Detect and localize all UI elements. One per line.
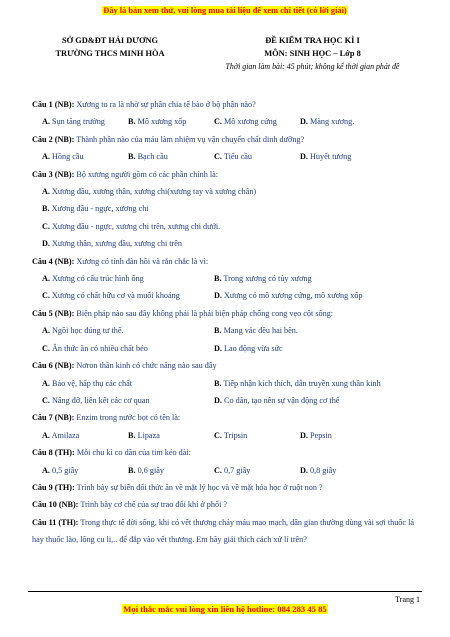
exam-info — [205, 34, 420, 73]
footer-divider — [28, 591, 422, 592]
question-label: Câu 7 (NB): — [32, 413, 75, 423]
question-text: Biện pháp nào sau đây không phải là phải biện pháp chống cong vẹo cột sống: — [76, 308, 334, 318]
question-text: Trình bày cơ chế của sự trao đổi khí ở phổi ? — [80, 500, 228, 510]
question — [32, 444, 424, 461]
option: D. Xương có mô xương cứng, mô xương xốp — [214, 291, 363, 301]
question-text: Mỗi chu kì co dãn của tim kéo dài: — [76, 448, 191, 458]
option: B. Bạch cầu — [128, 152, 168, 162]
question-label: Câu 2 (NB): — [32, 134, 75, 144]
option: C. Tiểu cầu — [214, 152, 252, 162]
option: B. 0,6 giây — [128, 465, 164, 475]
top-banner — [0, 6, 450, 15]
question-label: Câu 3 (NB): — [32, 169, 75, 179]
question — [32, 357, 424, 374]
option: C. Ăn thức ăn có nhiều chất béo — [42, 343, 148, 353]
school-info — [25, 34, 195, 60]
question-text: Trình bày sự biến đổi thức ăn về mặt lý học và về mặt hóa học ở ruột non ? — [76, 482, 323, 492]
question-text: Enzim trong nước bọt có tên là: — [76, 413, 181, 423]
question — [32, 253, 424, 270]
option: B. Lipaza — [128, 430, 160, 440]
option: A. Amilaza — [42, 430, 80, 440]
option: D. Xương thân, xương đầu, xương chi trên — [42, 239, 183, 249]
options-row — [32, 322, 424, 339]
question — [32, 166, 424, 183]
options-row — [32, 270, 424, 287]
options-row — [32, 392, 424, 409]
question-text: Bộ xương người gồm có các phần chính là: — [76, 169, 219, 179]
option: C. Mô xương cứng — [214, 117, 277, 127]
option: D. Huyết tương — [300, 152, 352, 162]
question-label: Câu 5 (NB): — [32, 308, 75, 318]
page-number: Trang 1 — [395, 595, 420, 604]
question — [32, 409, 424, 426]
option: D. Lao động vừa sức — [214, 343, 283, 353]
question — [32, 305, 424, 322]
questions — [32, 96, 424, 549]
options-row — [32, 113, 424, 130]
time-note: Thời gian làm bài: 45 phút; không kể thời gian phát đề — [225, 62, 400, 71]
option: A. Ngồi học đúng tư thế. — [42, 326, 124, 336]
option: B. Mô xương xốp — [128, 117, 187, 127]
option: D. Co dãn, tạo nên sự vận động cơ thể — [214, 395, 340, 405]
school-name: TRƯỜNG THCS MINH HÒA — [55, 49, 165, 58]
bottom-banner — [0, 604, 450, 614]
options-row — [32, 340, 424, 357]
option: A. Xương đầu, xương thân, xương chi(xương tay và xương chân) — [42, 187, 257, 197]
options-row — [32, 427, 424, 444]
question-text: Xương to ra là nhờ sự phân chia tế bào ở bộ phận nào? — [76, 100, 256, 109]
option: D. 0,8 giây — [300, 465, 337, 475]
option: A. Bảo vệ, hấp thụ các chất — [42, 378, 133, 388]
question-text: Thành phần nào của máu làm nhiệm vụ vận chuyển chất dinh dưỡng? — [76, 134, 305, 144]
question — [32, 496, 424, 513]
option: A. Hồng cầu — [42, 152, 84, 162]
option: B. Tiếp nhận kích thích, dẫn truyền xung thần kinh — [214, 378, 381, 388]
options-row — [32, 375, 424, 392]
option: A. Xương có cấu trúc hình ống — [42, 274, 144, 284]
question — [32, 131, 424, 148]
question-label: Câu 1 (NB): — [32, 100, 75, 109]
option: C. Tripsin — [214, 430, 248, 440]
option: B. Xương đầu - ngực, xương chi — [42, 204, 149, 214]
question-label: Câu 10 (NB): — [32, 500, 79, 510]
department-name: SỞ GD&ĐT HẢI DƯƠNG — [61, 36, 159, 45]
bottom-banner-text: Mọi thắc mắc vui lòng xin liên hệ hotline: 084 283 45 85 — [123, 604, 327, 614]
option: A. 0,5 giây — [42, 465, 79, 475]
question-label: Câu 4 (NB): — [32, 256, 75, 266]
question-label: Câu 11 (TH): — [32, 517, 79, 527]
option: C. Nâng đỡ, liên kết các cơ quan — [42, 395, 150, 405]
question-text: Nơron thần kinh có chức năng nào sau đây — [76, 361, 217, 371]
options-row — [32, 287, 424, 304]
question-label: Câu 6 (NB): — [32, 361, 75, 371]
question-text: Trong thực tế đời sống, khi có vết thương chảy máu mao mạch, dân gian thường dùng vài sợi thuốc lá hay thuốc lào, lông cu li,.. để đắp vào vết thương. Em hãy giải thích cách xử lí trên? — [32, 517, 414, 545]
question — [32, 479, 424, 496]
question-label: Câu 9 (TH): — [32, 482, 75, 492]
option: D. Màng xương. — [300, 117, 355, 127]
top-banner-text: Đây là bản xem thử, vui lòng mua tài liệu để xem chi tiết (có lời giải) — [103, 6, 347, 15]
question-text: Xương có tính đàn hồi và rắn chắc là vì: — [76, 256, 209, 266]
option: C. 0,7 giây — [214, 465, 251, 475]
options-row — [32, 462, 424, 479]
question-label: Câu 8 (TH): — [32, 448, 75, 458]
option: B. Mang vác đều hai bên. — [214, 326, 298, 336]
question — [32, 96, 424, 113]
question — [32, 514, 424, 549]
option: D. Pepsin — [300, 430, 332, 440]
subject-line: MÔN: SINH HỌC – Lớp 8 — [264, 49, 361, 58]
option: B. Trong xương có tủy xương — [214, 274, 312, 284]
option: A. Sụn tăng trưởng — [42, 117, 105, 127]
option: C. Xương đầu - ngực, xương chi trên, xương chi dưới. — [42, 221, 221, 231]
options-row — [32, 148, 424, 165]
option: C. Xương có chất hữu cơ và muối khoáng — [42, 291, 180, 301]
exam-title: ĐỀ KIỂM TRA HỌC KÌ I — [265, 36, 360, 45]
